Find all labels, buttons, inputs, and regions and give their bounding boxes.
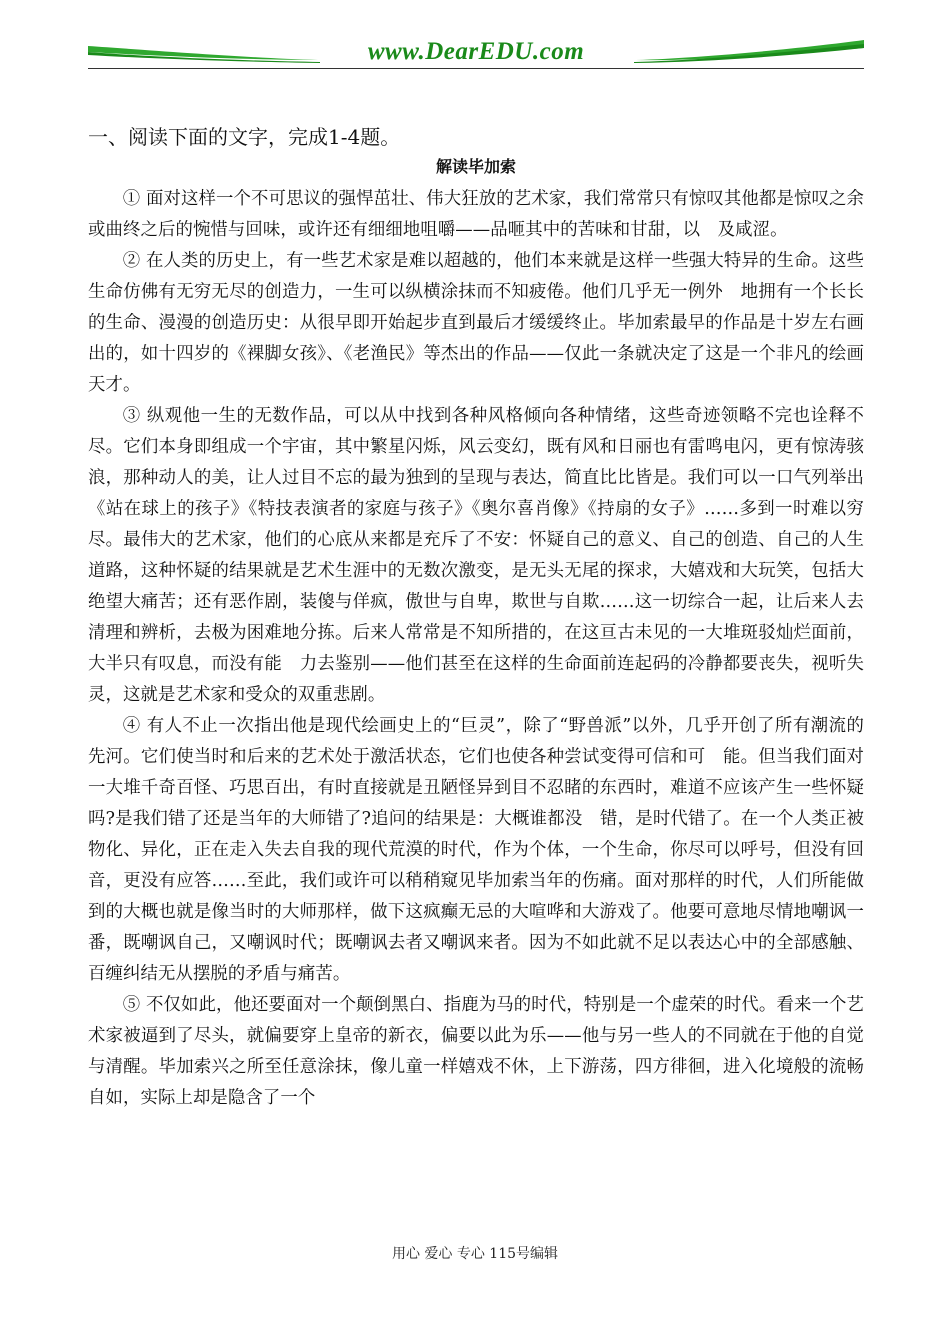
header-rule bbox=[88, 68, 864, 69]
paragraph-4: ④ 有人不止一次指出他是现代绘画史上的“巨灵”，除了“野兽派”以外，几乎开创了所有潮流的先河。它们使当时和后来的艺术处于激活状态，它们也使各种尝试变得可信和可 能。但当我们面对一大堆千奇百怪、巧思百出，有时直接就是丑陋怪异到目不忍睹的东西时，难道不应该产生一些怀疑吗?是我们错了还是当年的大师错了?追问的结果是：大概谁都没 错，是时代错了。在一个人类正被物化、异化，正在走入失去自我的现代荒漠的时代，作为个体，一个生命，你尽可以呼号，但没有回音，更没有应答……至此，我们或许可以稍稍窥见毕加索当年的伤痛。面对那样的时代，人们所能做到的大概也就是像当时的大师那样，做下这疯癫无忌的大喧哗和大游戏了。他要可意地尽情地嘲讽一番，既嘲讽自己，又嘲讽时代；既嘲讽去者又嘲讽来者。因为不如此就不足以表达心中的全部感触、百缠纠结无从摆脱的矛盾与痛苦。 bbox=[88, 716, 864, 984]
document-body bbox=[88, 122, 864, 1114]
page-footer: 用心 爱心 专心 115号编辑 bbox=[391, 1246, 559, 1262]
paragraph-5: ⑤ 不仅如此，他还要面对一个颠倒黑白、指鹿为马的时代，特别是一个虚荣的时代。看来一个艺术家被逼到了尽头，就偏要穿上皇帝的新衣，偏要以此为乐——他与另一些人的不同就在于他的自觉与清醒。毕加索兴之所至任意涂抹，像儿童一样嬉戏不休，上下游荡，四方徘徊，进入化境般的流畅自如，实际上却是隐含了一个 bbox=[88, 995, 864, 1108]
site-name: www.DearEDU.com bbox=[367, 38, 585, 65]
article-title: 解读毕加索 bbox=[435, 157, 516, 176]
question-instruction: 一、阅读下面的文字，完成1-4题。 bbox=[88, 125, 401, 149]
paragraph-2: ② 在人类的历史上，有一些艺术家是难以超越的，他们本来就是这样一些强大特异的生命。这些生命仿佛有无穷无尽的创造力，一生可以纵横涂抹而不知疲倦。他们几乎无一例外 地拥有一个长长的生命、漫漫的创造历史：从很早即开始起步直到最后才缓缓终止。毕加索最早的作品是十岁左右画出的，如十四岁的《裸脚女孩》、《老渔民》等杰出的作品——仅此一条就决定了这是一个非凡的绘画天才。 bbox=[88, 251, 864, 395]
paragraph-1: ① 面对这样一个不可思议的强悍茁壮、伟大狂放的艺术家，我们常常只有惊叹其他都是惊叹之余或曲终之后的惋惜与回味，或许还有细细地咀嚼——品咂其中的苦味和甘甜，以 及咸涩。 bbox=[88, 189, 864, 240]
paragraph-3: ③ 纵观他一生的无数作品，可以从中找到各种风格倾向各种情绪，这些奇迹领略不完也诠释不尽。它们本身即组成一个宇宙，其中繁星闪烁，风云变幻，既有风和日丽也有雷鸣电闪，更有惊涛骇浪，那种动人的美，让人过目不忘的最为独到的呈现与表达，简直比比皆是。我们可以一口气列举出《站在球上的孩子》《特技表演者的家庭与孩子》《奥尔喜肖像》《持扇的女子》……多到一时难以穷尽。最伟大的艺术家，他们的心底从来都是充斥了不安：怀疑自己的意义、自己的创造、自己的人生道路，这种怀疑的结果就是艺术生涯中的无数次激变，是无头无尾的探求，大嬉戏和大玩笑，包括大绝望大痛苦；还有恶作剧，装傻与佯疯，傲世与自卑，欺世与自欺……这一切综合一起，让后来人去清理和辨析，去极为困难地分拣。后来人常常是不知所措的，在这亘古未见的一大堆斑驳灿烂面前，大半只有叹息，而没有能 力去鉴别——他们甚至在这样的生命面前连起码的冷静都要丧失，视听失灵，这就是艺术家和受众的双重悲剧。 bbox=[88, 406, 864, 705]
site-header bbox=[88, 38, 864, 72]
